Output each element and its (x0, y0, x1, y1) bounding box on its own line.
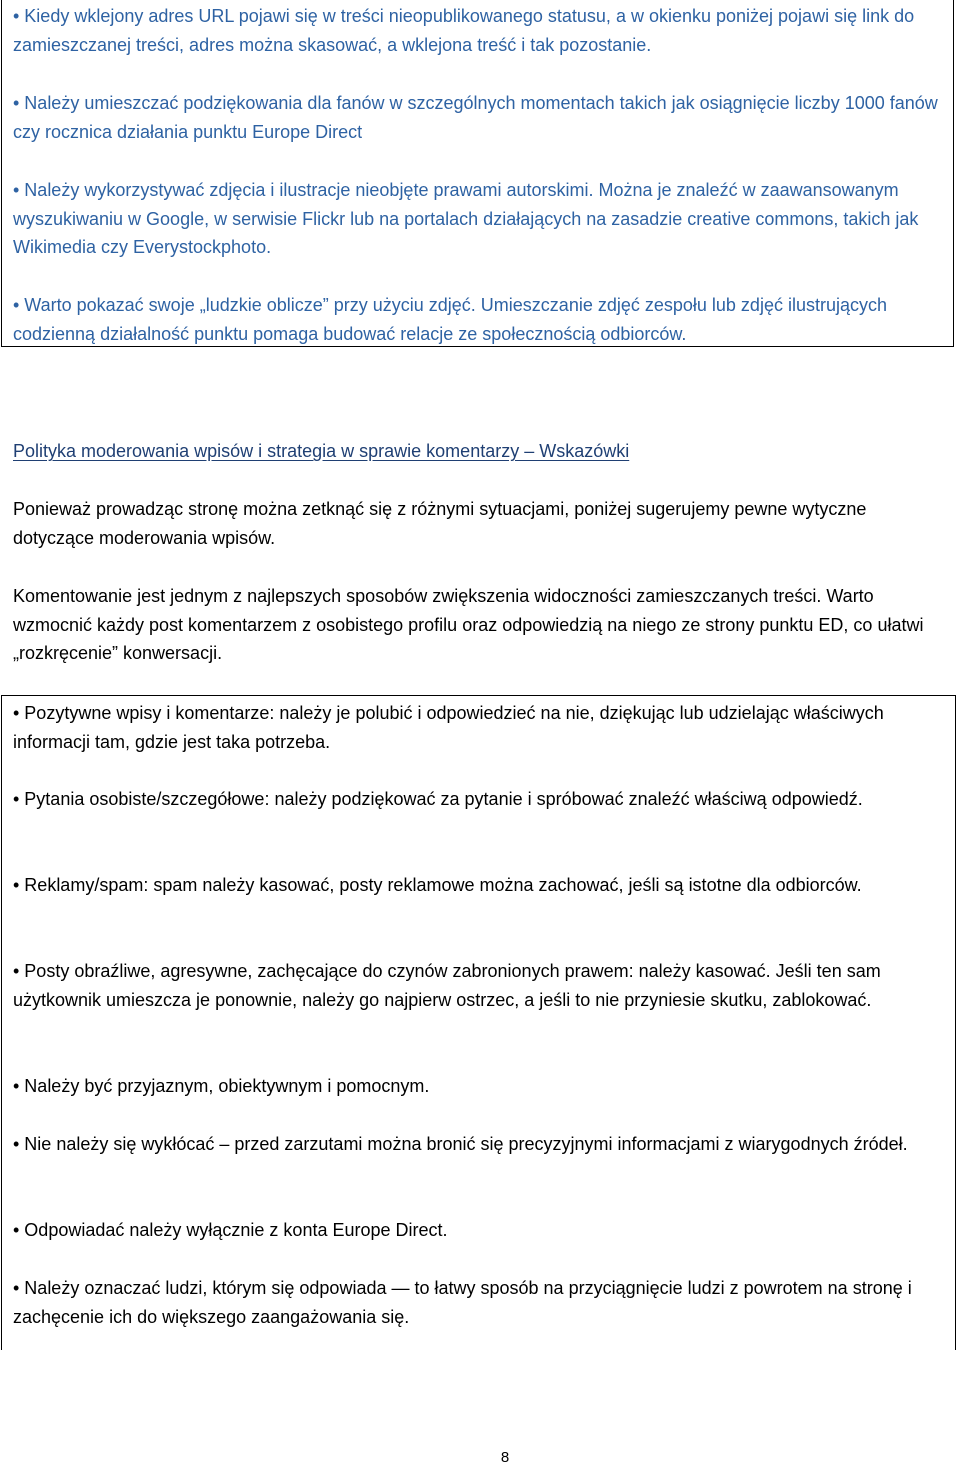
tip-fan-thanks: • Należy umieszczać podziękowania dla fanów w szczególnych momentach takich jak osiągnięcie liczby 1000 fanów czy rocznica działania punktu Europe Direct (13, 93, 938, 142)
guideline-personal-questions: • Pytania osobiste/szczegółowe: należy podziękować za pytanie i spróbować znaleźć właściwą odpowiedź. (13, 789, 863, 809)
tip-human-face: • Warto pokazać swoje „ludzkie oblicze” przy użyciu zdjęć. Umieszczanie zdjęć zespołu lub zdjęć ilustrujących codzienną działalność punktu pomaga budować relacje ze społecznością odbiorców. (13, 295, 887, 344)
tip-copyright-free-images: • Należy wykorzystywać zdjęcia i ilustracje nieobjęte prawami autorskimi. Można je znaleźć w zaawansowanym wyszukiwaniu w Google, w serwisie Flickr lub na portalach działających na zasadzie creative commons, takich jak Wikimedia czy Everystockphoto. (13, 180, 919, 258)
tip-url-paste: • Kiedy wklejony adres URL pojawi się w treści nieopublikowanego statusu, a w okienku poniżej pojawi się link do zamieszczanej treści, adres można skasować, a wklejona treść i tak pozostanie. (13, 6, 915, 55)
section-heading: Polityka moderowania wpisów i strategia w sprawie komentarzy – Wskazówki (13, 441, 630, 461)
intro-paragraph-commenting: Komentowanie jest jednym z najlepszych sposobów zwiększenia widoczności zamieszczanych treści. Warto wzmocnić każdy post komentarzem z osobistego profilu oraz odpowiedzią na niego ze strony punktu ED, co ułatwi „rozkręcenie” konwersacji. (13, 586, 924, 664)
intro-paragraph-moderation: Ponieważ prowadząc stronę można zetknąć się z różnymi sytuacjami, poniżej sugerujemy pewne wytyczne dotyczące moderowania wpisów. (13, 499, 867, 548)
guideline-positive-posts: • Pozytywne wpisy i komentarze: należy je polubić i odpowiedzieć na nie, dziękując lub udzielając właściwych informacji tam, gdzie jest taka potrzeba. (13, 703, 884, 752)
guideline-be-friendly: • Należy być przyjaznym, obiektywnym i pomocnym. (13, 1076, 430, 1096)
guideline-official-account: • Odpowiadać należy wyłącznie z konta Europe Direct. (13, 1220, 448, 1240)
page-number: 8 (500, 1449, 510, 1466)
guideline-no-arguing: • Nie należy się wykłócać – przed zarzutami można bronić się precyzyjnymi informacjami z wiarygodnych źródeł. (13, 1134, 908, 1154)
guideline-tag-people: • Należy oznaczać ludzi, którym się odpowiada — to łatwy sposób na przyciągnięcie ludzi z powrotem na stronę i zachęcenie ich do większego zaangażowania się. (13, 1278, 912, 1327)
guideline-offensive-posts: • Posty obraźliwe, agresywne, zachęcające do czynów zabronionych prawem: należy kasować. Jeśli ten sam użytkownik umieszcza je ponownie, należy go najpierw ostrzec, a jeśli to nie przyniesie skutku, zablokować. (13, 961, 881, 1010)
guideline-spam: • Reklamy/spam: spam należy kasować, posty reklamowe można zachować, jeśli są istotne dla odbiorców. (13, 875, 862, 895)
